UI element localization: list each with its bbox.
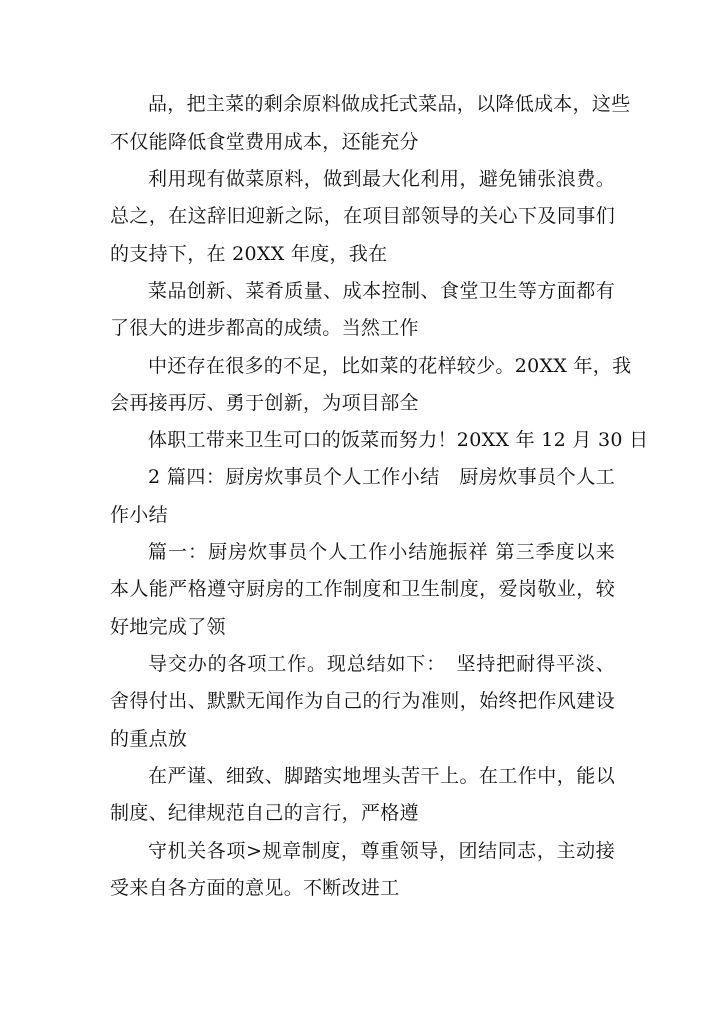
- text-line: 菜品创新、菜肴质量、成本控制、食堂卫生等方面都有: [148, 280, 615, 302]
- text-line: 不仅能降低食堂费用成本，还能充分: [110, 131, 419, 153]
- text-line: 受来自各方面的意见。不断改进工: [110, 877, 400, 899]
- section-heading-line: 作小结: [110, 504, 168, 526]
- text-line: 中还存在很多的不足，比如菜的花样较少。20XX 年，我: [148, 355, 632, 377]
- text-line: 总之，在这辞旧迎新之际，在项目部领导的关心下及同事们: [110, 205, 615, 227]
- text-line: 好地完成了领: [110, 616, 226, 638]
- text-line: 的支持下，在 20XX 年度，我在: [110, 243, 388, 265]
- text-line: 在严谨、细致、脚踏实地埋头苦干上。在工作中，能以: [148, 765, 615, 787]
- text-line: 制度、纪律规范自己的言行，严格遵: [110, 802, 419, 824]
- section-heading-line: 2 篇四：厨房炊事员个人工作小结 厨房炊事员个人工: [148, 466, 615, 488]
- text-line: 舍得付出、默默无闻作为自己的行为准则，始终把作风建设: [110, 690, 615, 712]
- text-line: 体职工带来卫生可口的饭菜而努力！20XX 年 12 月 30 日: [148, 429, 649, 451]
- text-line: 了很大的进步都高的成绩。当然工作: [110, 317, 419, 339]
- text-line: 本人能严格遵守厨房的工作制度和卫生制度，爱岗敬业，较: [110, 578, 615, 600]
- text-line: 守机关各项>规章制度，尊重领导，团结同志，主动接: [148, 840, 615, 862]
- text-line: 导交办的各项工作。现总结如下： 坚持把耐得平淡、: [148, 653, 615, 675]
- text-line: 篇一：厨房炊事员个人工作小结施振祥 第三季度以来: [148, 541, 615, 563]
- text-line: 利用现有做菜原料，做到最大化利用，避免铺张浪费。: [148, 168, 615, 190]
- text-line: 品，把主菜的剩余原料做成托式菜品，以降低成本，这些: [148, 93, 631, 115]
- text-line: 的重点放: [110, 728, 188, 750]
- text-line: 会再接再厉、勇于创新，为项目部全: [110, 392, 419, 414]
